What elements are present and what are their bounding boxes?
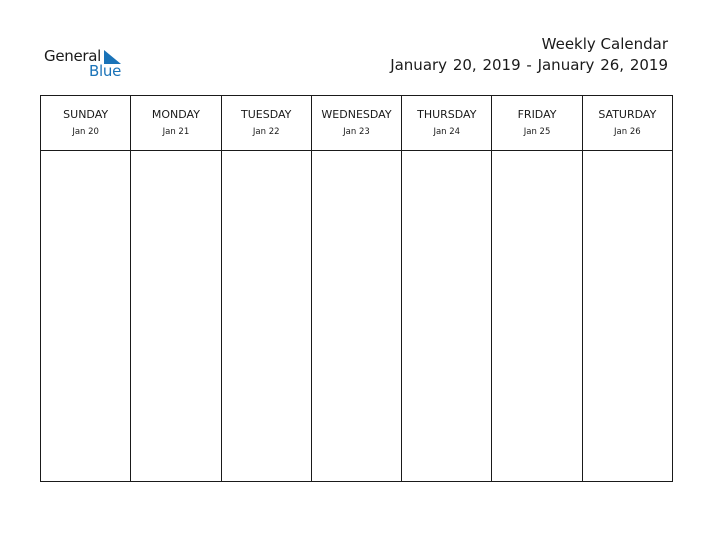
day-name: WEDNESDAY — [321, 108, 392, 121]
day-date: Jan 20 — [72, 127, 99, 137]
day-name: TUESDAY — [241, 108, 292, 121]
page-title: Weekly Calendar — [541, 35, 668, 53]
day-cell-monday[interactable] — [131, 151, 221, 481]
day-header-saturday — [583, 96, 672, 150]
day-cell-saturday[interactable] — [583, 151, 672, 481]
day-date: Jan 21 — [162, 127, 190, 137]
day-header-friday — [492, 96, 582, 150]
day-date: Jan 23 — [343, 127, 370, 137]
weekly-calendar-grid — [40, 95, 673, 482]
day-name: SUNDAY — [63, 108, 109, 121]
day-cell-thursday[interactable] — [402, 151, 492, 481]
logo-text-blue: Blue — [89, 62, 121, 80]
day-name: THURSDAY — [417, 108, 477, 121]
day-name: SATURDAY — [598, 108, 657, 121]
day-cell-wednesday[interactable] — [312, 151, 402, 481]
day-header-thursday — [402, 96, 492, 150]
day-header-wednesday — [312, 96, 402, 150]
brand-logo — [44, 47, 134, 83]
day-date: Jan 26 — [614, 127, 641, 137]
day-cell-friday[interactable] — [492, 151, 582, 481]
day-header-tuesday — [222, 96, 312, 150]
day-name: FRIDAY — [517, 108, 557, 121]
day-date: Jan 24 — [433, 127, 461, 137]
day-date: Jan 25 — [523, 127, 551, 137]
calendar-header-row — [41, 96, 672, 151]
day-header-monday — [131, 96, 221, 150]
day-cell-sunday[interactable] — [41, 151, 131, 481]
logo-text-general: General — [44, 47, 102, 65]
date-range: January 20, 2019 - January 26, 2019 — [390, 56, 668, 74]
day-cell-tuesday[interactable] — [222, 151, 312, 481]
day-name: MONDAY — [151, 108, 200, 121]
calendar-body-row — [41, 151, 672, 481]
page-header — [390, 34, 668, 76]
day-date: Jan 22 — [252, 127, 280, 137]
day-header-sunday — [41, 96, 131, 150]
